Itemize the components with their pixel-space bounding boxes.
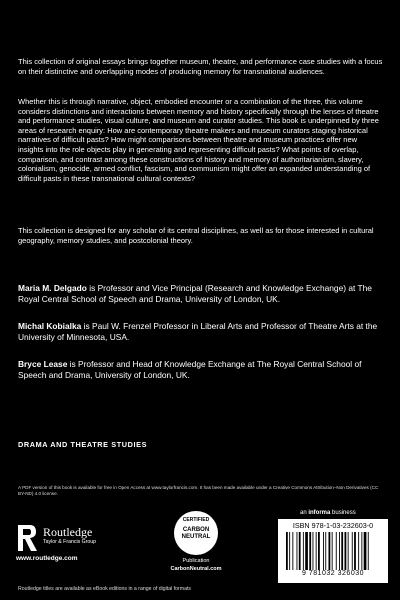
carbon-neutral-label — [168, 527, 224, 540]
barcode-bar — [292, 532, 293, 570]
barcode-bar — [358, 532, 359, 570]
barcode-icon — [286, 532, 380, 570]
author-bio-text: is Professor and Vice Principal (Research and Knowledge Exchange) at The Royal Central School of Speech and Drama, University of London, UK. — [18, 283, 372, 304]
barcode-bar — [323, 532, 324, 570]
isbn-label: ISBN 978-1-03-232603-0 — [292, 521, 374, 530]
barcode-bar — [325, 532, 326, 570]
informa-tagline — [300, 510, 356, 516]
barcode-bar — [364, 532, 367, 570]
barcode-bar — [316, 532, 317, 570]
author-bio-text: is Paul W. Frenzel Professor in Liberal Arts and Professor of Theatre Arts at the University of Minnesota, USA. — [18, 321, 378, 342]
barcode-bar — [339, 532, 340, 570]
author-name: Michal Kobialka — [18, 321, 82, 331]
barcode-bar — [332, 532, 333, 570]
carbon-certified-label: CERTIFIED — [182, 517, 210, 523]
barcode-bar — [361, 532, 362, 570]
publisher-url: www.routledge.com — [16, 555, 78, 562]
barcode-bar — [286, 532, 288, 570]
ebook-note: Routledge titles are available as eBook editions in a range of digital formats — [18, 586, 192, 592]
barcode-bar — [329, 532, 331, 570]
barcode-bar — [303, 532, 304, 570]
barcode-bar — [318, 532, 320, 570]
barcode-bar — [352, 532, 353, 570]
carbon-url: CarbonNeutral.com — [170, 566, 222, 572]
publisher-name: Routledge — [43, 525, 93, 539]
barcode-bar — [354, 532, 356, 570]
barcode-bar — [336, 532, 337, 570]
barcode-bar — [313, 532, 314, 570]
barcode-panel — [278, 519, 388, 583]
carbon-neutral-badge — [168, 511, 228, 581]
barcode-bar — [345, 532, 347, 570]
blurb-paragraph-3: This collection is designed for any scholar of its central disciplines, as well as for those interested in cultural geography, memory studies, and postcolonial theory. — [18, 226, 374, 245]
barcode-bar — [309, 532, 311, 570]
author-bio-text: is Professor and Head of Knowledge Exchange at The Royal Central School of Speech and Drama, University of London, UK. — [18, 359, 362, 380]
author-bio-delgado — [18, 283, 384, 305]
informa-suffix: business — [330, 510, 356, 516]
carbon-line-1: CARBON — [182, 527, 210, 533]
routledge-logo — [16, 523, 116, 562]
barcode-bar — [299, 532, 301, 570]
author-bio-kobialka — [18, 321, 384, 343]
barcode-bar — [305, 532, 308, 570]
carbon-publication-label: Publication — [182, 558, 210, 564]
publisher-group: Taylor & Francis Group — [43, 539, 97, 545]
informa-prefix: an — [300, 510, 309, 516]
barcode-bar — [289, 532, 290, 570]
open-access-note: A PDF version of this book is available for free in Open Access at www.taylorfrancis.com. It has been made available under a Creative Commons Attribution–Non Derivatives (CC BY-ND) 4.0 license. — [18, 485, 379, 497]
subject-category: DRAMA AND THEATRE STUDIES — [18, 440, 148, 449]
author-bio-lease — [18, 359, 384, 381]
informa-brand: informa — [308, 510, 331, 516]
author-name: Maria M. Delgado — [18, 283, 87, 293]
routledge-r-icon — [16, 525, 38, 551]
barcode-bar — [341, 532, 343, 570]
barcode-bar — [368, 532, 369, 570]
blurb-paragraph-1: This collection of original essays brings together museum, theatre, and performance case studies with a focus on their distinctive and overlapping modes of producing memory for transnational audiences. — [18, 57, 383, 76]
barcode-bar — [348, 532, 349, 570]
author-name: Bryce Lease — [18, 359, 68, 369]
barcode-bar — [297, 532, 298, 570]
blurb-paragraph-2: Whether this is through narrative, object, embodied encounter or a combination of the three, this volume considers distinctions and interactions between memory and history specifically through the lenses of theatre and performance studies, visual culture, and museum and curator studies. This book is underpinned by three areas of research enquiry: How are contemporary theatre makers and museum curators staging historical narratives of difficult pasts? How might comparisons between theatre and museum practices offer new insights into the role objects play in generating and representing difficult pasts? What points of overlap, comparison, and contrast among these constructions of history and memory of authoritarianism, slavery, colonialism, genocide, armed conflict, fascism, and communism might offer an expanded understanding of difficult pasts in these transnational cultural contexts? — [18, 97, 379, 183]
barcode-number: 9 781032 326030 — [302, 570, 364, 577]
carbon-line-2: NEUTRAL — [181, 533, 211, 540]
